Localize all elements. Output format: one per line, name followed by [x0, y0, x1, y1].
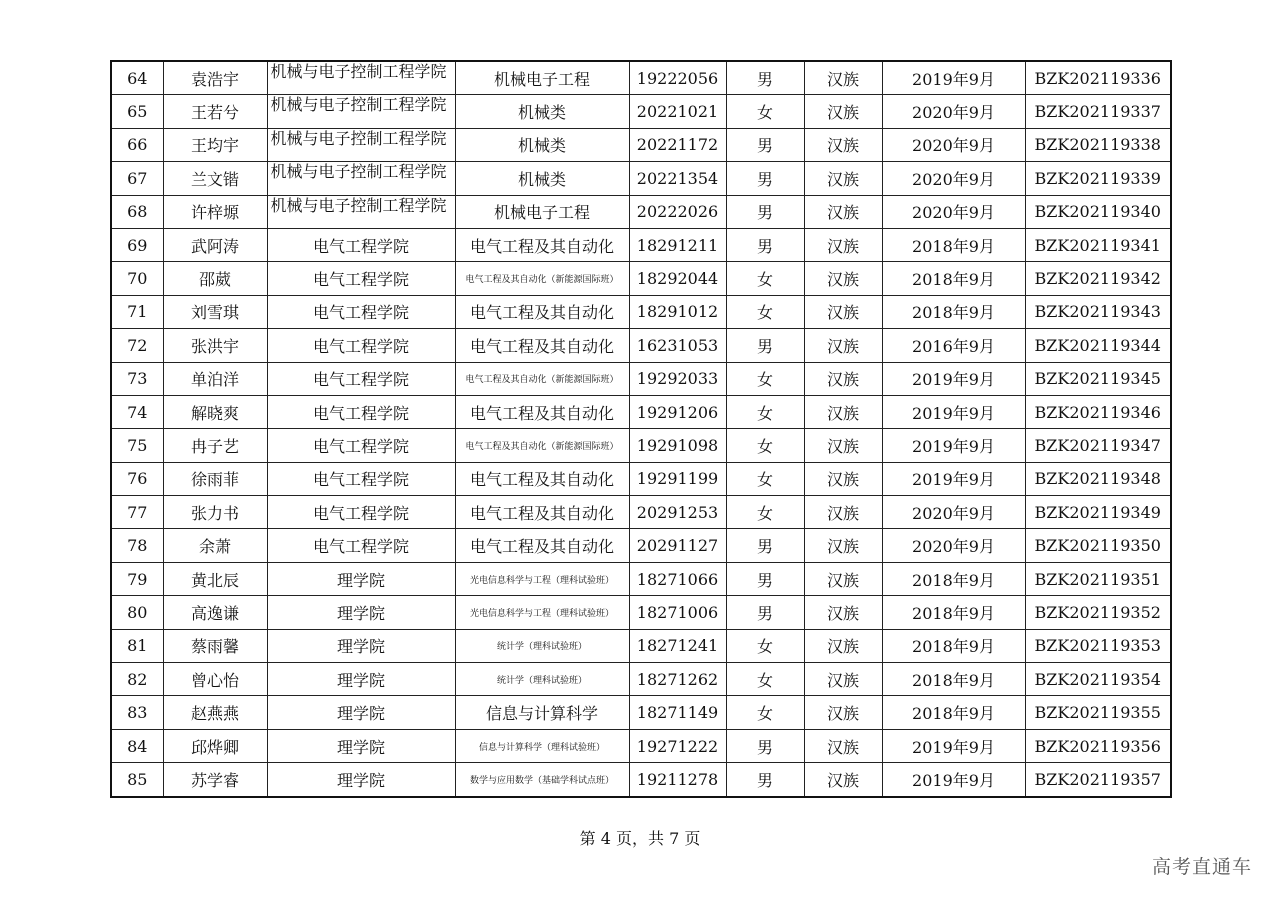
cell-major: 电气工程及其自动化（新能源国际班）: [455, 262, 629, 295]
cell-gender: 男: [726, 329, 804, 362]
roster-table: [110, 60, 1172, 798]
cell-no: 70: [111, 262, 163, 295]
cell-enroll: 2018年9月: [882, 596, 1025, 629]
cell-college: 电气工程学院: [267, 395, 455, 428]
cell-name: 王若兮: [163, 95, 267, 128]
cell-no: 71: [111, 295, 163, 328]
cell-name: 冉子艺: [163, 429, 267, 462]
watermark: 高考直通车: [1151, 856, 1252, 878]
table-row: [111, 395, 1171, 428]
table-row: [111, 529, 1171, 562]
cell-enroll: 2020年9月: [882, 496, 1025, 529]
cell-gender: 男: [726, 562, 804, 595]
table-row: [111, 596, 1171, 629]
cell-cert: BZK202119353: [1025, 629, 1171, 662]
cell-name: 张洪宇: [163, 329, 267, 362]
cell-sid: 19292033: [629, 362, 726, 395]
cell-name: 邵葳: [163, 262, 267, 295]
cell-cert: BZK202119336: [1025, 61, 1171, 95]
table-row: [111, 562, 1171, 595]
cell-ethnic: 汉族: [804, 162, 882, 195]
cell-enroll: 2019年9月: [882, 763, 1025, 797]
cell-sid: 18271006: [629, 596, 726, 629]
cell-cert: BZK202119356: [1025, 729, 1171, 762]
cell-ethnic: 汉族: [804, 696, 882, 729]
cell-sid: 20221021: [629, 95, 726, 128]
table-row: [111, 729, 1171, 762]
cell-enroll: 2020年9月: [882, 162, 1025, 195]
cell-cert: BZK202119342: [1025, 262, 1171, 295]
cell-ethnic: 汉族: [804, 362, 882, 395]
table-row: [111, 629, 1171, 662]
cell-cert: BZK202119348: [1025, 462, 1171, 495]
cell-name: 兰文锴: [163, 162, 267, 195]
cell-cert: BZK202119354: [1025, 663, 1171, 696]
table-row: [111, 128, 1171, 161]
cell-no: 83: [111, 696, 163, 729]
cell-name: 许梓塬: [163, 195, 267, 228]
page-number: 第 4 页，共 7 页: [579, 829, 701, 848]
cell-enroll: 2019年9月: [882, 729, 1025, 762]
cell-major: 电气工程及其自动化: [455, 529, 629, 562]
cell-major: 电气工程及其自动化（新能源国际班）: [455, 429, 629, 462]
cell-name: 曾心怡: [163, 663, 267, 696]
table-row: [111, 696, 1171, 729]
cell-cert: BZK202119345: [1025, 362, 1171, 395]
table-row: [111, 195, 1171, 228]
cell-ethnic: 汉族: [804, 128, 882, 161]
cell-major: 信息与计算科学: [455, 696, 629, 729]
table-row: [111, 295, 1171, 328]
cell-sid: 20291127: [629, 529, 726, 562]
cell-enroll: 2019年9月: [882, 429, 1025, 462]
cell-gender: 男: [726, 596, 804, 629]
cell-ethnic: 汉族: [804, 395, 882, 428]
cell-ethnic: 汉族: [804, 562, 882, 595]
cell-college: 理学院: [267, 663, 455, 696]
cell-no: 76: [111, 462, 163, 495]
cell-name: 单泊洋: [163, 362, 267, 395]
cell-major: 数学与应用数学（基础学科试点班）: [455, 763, 629, 797]
cell-sid: 20291253: [629, 496, 726, 529]
cell-cert: BZK202119357: [1025, 763, 1171, 797]
cell-college: 电气工程学院: [267, 329, 455, 362]
cell-ethnic: 汉族: [804, 663, 882, 696]
cell-gender: 女: [726, 362, 804, 395]
cell-major: 机械类: [455, 95, 629, 128]
cell-cert: BZK202119337: [1025, 95, 1171, 128]
cell-enroll: 2016年9月: [882, 329, 1025, 362]
cell-college: 理学院: [267, 562, 455, 595]
cell-no: 85: [111, 763, 163, 797]
cell-sid: 18271241: [629, 629, 726, 662]
cell-enroll: 2020年9月: [882, 128, 1025, 161]
cell-no: 82: [111, 663, 163, 696]
cell-college: 理学院: [267, 729, 455, 762]
cell-major: 信息与计算科学（理科试验班）: [455, 729, 629, 762]
cell-sid: 18291012: [629, 295, 726, 328]
cell-enroll: 2019年9月: [882, 61, 1025, 95]
cell-sid: 19291206: [629, 395, 726, 428]
cell-gender: 女: [726, 663, 804, 696]
cell-cert: BZK202119355: [1025, 696, 1171, 729]
cell-no: 66: [111, 128, 163, 161]
cell-major: 电气工程及其自动化: [455, 228, 629, 261]
cell-cert: BZK202119349: [1025, 496, 1171, 529]
cell-cert: BZK202119344: [1025, 329, 1171, 362]
cell-college: 机械与电子控制工程学院: [267, 195, 455, 228]
cell-name: 刘雪琪: [163, 295, 267, 328]
cell-enroll: 2019年9月: [882, 362, 1025, 395]
cell-gender: 男: [726, 729, 804, 762]
cell-cert: BZK202119339: [1025, 162, 1171, 195]
cell-ethnic: 汉族: [804, 262, 882, 295]
cell-gender: 女: [726, 262, 804, 295]
cell-college: 理学院: [267, 629, 455, 662]
cell-ethnic: 汉族: [804, 729, 882, 762]
cell-no: 69: [111, 228, 163, 261]
cell-name: 徐雨菲: [163, 462, 267, 495]
cell-no: 77: [111, 496, 163, 529]
cell-name: 武阿涛: [163, 228, 267, 261]
cell-college: 理学院: [267, 596, 455, 629]
cell-no: 74: [111, 395, 163, 428]
cell-cert: BZK202119343: [1025, 295, 1171, 328]
cell-no: 78: [111, 529, 163, 562]
table-row: [111, 95, 1171, 128]
cell-college: 机械与电子控制工程学院: [267, 128, 455, 161]
table-row: [111, 329, 1171, 362]
cell-major: 统计学（理科试验班）: [455, 663, 629, 696]
cell-enroll: 2018年9月: [882, 295, 1025, 328]
cell-college: 机械与电子控制工程学院: [267, 61, 455, 95]
cell-cert: BZK202119350: [1025, 529, 1171, 562]
cell-enroll: 2019年9月: [882, 395, 1025, 428]
cell-major: 电气工程及其自动化: [455, 462, 629, 495]
cell-major: 机械类: [455, 162, 629, 195]
cell-no: 81: [111, 629, 163, 662]
cell-gender: 女: [726, 395, 804, 428]
roster-body: [111, 61, 1171, 797]
cell-college: 理学院: [267, 763, 455, 797]
cell-sid: 20222026: [629, 195, 726, 228]
cell-cert: BZK202119351: [1025, 562, 1171, 595]
cell-no: 73: [111, 362, 163, 395]
cell-sid: 19222056: [629, 61, 726, 95]
cell-gender: 女: [726, 462, 804, 495]
cell-major: 光电信息科学与工程（理科试验班）: [455, 596, 629, 629]
table-row: [111, 429, 1171, 462]
cell-gender: 女: [726, 295, 804, 328]
cell-enroll: 2020年9月: [882, 95, 1025, 128]
cell-name: 黄北辰: [163, 562, 267, 595]
table-row: [111, 262, 1171, 295]
cell-name: 高逸谦: [163, 596, 267, 629]
cell-college: 电气工程学院: [267, 362, 455, 395]
cell-major: 统计学（理科试验班）: [455, 629, 629, 662]
cell-ethnic: 汉族: [804, 763, 882, 797]
cell-no: 65: [111, 95, 163, 128]
cell-major: 光电信息科学与工程（理科试验班）: [455, 562, 629, 595]
cell-enroll: 2018年9月: [882, 562, 1025, 595]
cell-major: 电气工程及其自动化: [455, 395, 629, 428]
cell-no: 67: [111, 162, 163, 195]
cell-name: 张力书: [163, 496, 267, 529]
cell-sid: 19211278: [629, 763, 726, 797]
cell-ethnic: 汉族: [804, 429, 882, 462]
cell-no: 84: [111, 729, 163, 762]
cell-college: 电气工程学院: [267, 529, 455, 562]
cell-gender: 男: [726, 228, 804, 261]
cell-sid: 18271262: [629, 663, 726, 696]
cell-name: 赵燕燕: [163, 696, 267, 729]
cell-name: 蔡雨馨: [163, 629, 267, 662]
table-row: [111, 663, 1171, 696]
cell-major: 电气工程及其自动化: [455, 329, 629, 362]
cell-cert: BZK202119347: [1025, 429, 1171, 462]
cell-gender: 女: [726, 429, 804, 462]
cell-college: 电气工程学院: [267, 429, 455, 462]
cell-sid: 16231053: [629, 329, 726, 362]
cell-sid: 20221354: [629, 162, 726, 195]
cell-college: 理学院: [267, 696, 455, 729]
cell-cert: BZK202119341: [1025, 228, 1171, 261]
cell-no: 75: [111, 429, 163, 462]
cell-gender: 女: [726, 696, 804, 729]
cell-college: 机械与电子控制工程学院: [267, 95, 455, 128]
cell-major: 电气工程及其自动化: [455, 496, 629, 529]
cell-enroll: 2018年9月: [882, 228, 1025, 261]
cell-enroll: 2018年9月: [882, 696, 1025, 729]
cell-gender: 女: [726, 496, 804, 529]
cell-ethnic: 汉族: [804, 462, 882, 495]
cell-ethnic: 汉族: [804, 329, 882, 362]
cell-cert: BZK202119346: [1025, 395, 1171, 428]
cell-sid: 19271222: [629, 729, 726, 762]
cell-enroll: 2020年9月: [882, 529, 1025, 562]
cell-gender: 女: [726, 629, 804, 662]
cell-gender: 男: [726, 763, 804, 797]
cell-major: 机械类: [455, 128, 629, 161]
table-row: [111, 462, 1171, 495]
cell-name: 苏学睿: [163, 763, 267, 797]
cell-enroll: 2018年9月: [882, 629, 1025, 662]
cell-gender: 男: [726, 61, 804, 95]
cell-name: 余萧: [163, 529, 267, 562]
cell-college: 电气工程学院: [267, 462, 455, 495]
cell-gender: 男: [726, 529, 804, 562]
cell-no: 72: [111, 329, 163, 362]
cell-ethnic: 汉族: [804, 629, 882, 662]
cell-ethnic: 汉族: [804, 195, 882, 228]
cell-cert: BZK202119352: [1025, 596, 1171, 629]
cell-ethnic: 汉族: [804, 61, 882, 95]
cell-sid: 20221172: [629, 128, 726, 161]
cell-cert: BZK202119338: [1025, 128, 1171, 161]
cell-sid: 18291211: [629, 228, 726, 261]
cell-gender: 男: [726, 162, 804, 195]
cell-sid: 18271066: [629, 562, 726, 595]
cell-ethnic: 汉族: [804, 596, 882, 629]
cell-college: 电气工程学院: [267, 262, 455, 295]
table-row: [111, 763, 1171, 797]
cell-ethnic: 汉族: [804, 496, 882, 529]
cell-cert: BZK202119340: [1025, 195, 1171, 228]
cell-ethnic: 汉族: [804, 529, 882, 562]
table-row: [111, 228, 1171, 261]
cell-no: 80: [111, 596, 163, 629]
cell-ethnic: 汉族: [804, 295, 882, 328]
cell-major: 机械电子工程: [455, 195, 629, 228]
cell-enroll: 2018年9月: [882, 262, 1025, 295]
cell-gender: 男: [726, 195, 804, 228]
cell-college: 电气工程学院: [267, 228, 455, 261]
cell-no: 79: [111, 562, 163, 595]
cell-sid: 18292044: [629, 262, 726, 295]
cell-name: 解晓爽: [163, 395, 267, 428]
cell-name: 王均宇: [163, 128, 267, 161]
cell-enroll: 2020年9月: [882, 195, 1025, 228]
cell-college: 电气工程学院: [267, 295, 455, 328]
cell-ethnic: 汉族: [804, 95, 882, 128]
cell-ethnic: 汉族: [804, 228, 882, 261]
table-row: [111, 61, 1171, 95]
table-row: [111, 496, 1171, 529]
cell-name: 袁浩宇: [163, 61, 267, 95]
cell-gender: 女: [726, 95, 804, 128]
cell-sid: 18271149: [629, 696, 726, 729]
table-row: [111, 362, 1171, 395]
cell-no: 68: [111, 195, 163, 228]
cell-sid: 19291199: [629, 462, 726, 495]
cell-college: 机械与电子控制工程学院: [267, 162, 455, 195]
cell-no: 64: [111, 61, 163, 95]
cell-college: 电气工程学院: [267, 496, 455, 529]
cell-enroll: 2019年9月: [882, 462, 1025, 495]
cell-sid: 19291098: [629, 429, 726, 462]
cell-gender: 男: [726, 128, 804, 161]
cell-name: 邱烨卿: [163, 729, 267, 762]
cell-major: 电气工程及其自动化: [455, 295, 629, 328]
table-row: [111, 162, 1171, 195]
cell-enroll: 2018年9月: [882, 663, 1025, 696]
cell-major: 机械电子工程: [455, 61, 629, 95]
cell-major: 电气工程及其自动化（新能源国际班）: [455, 362, 629, 395]
